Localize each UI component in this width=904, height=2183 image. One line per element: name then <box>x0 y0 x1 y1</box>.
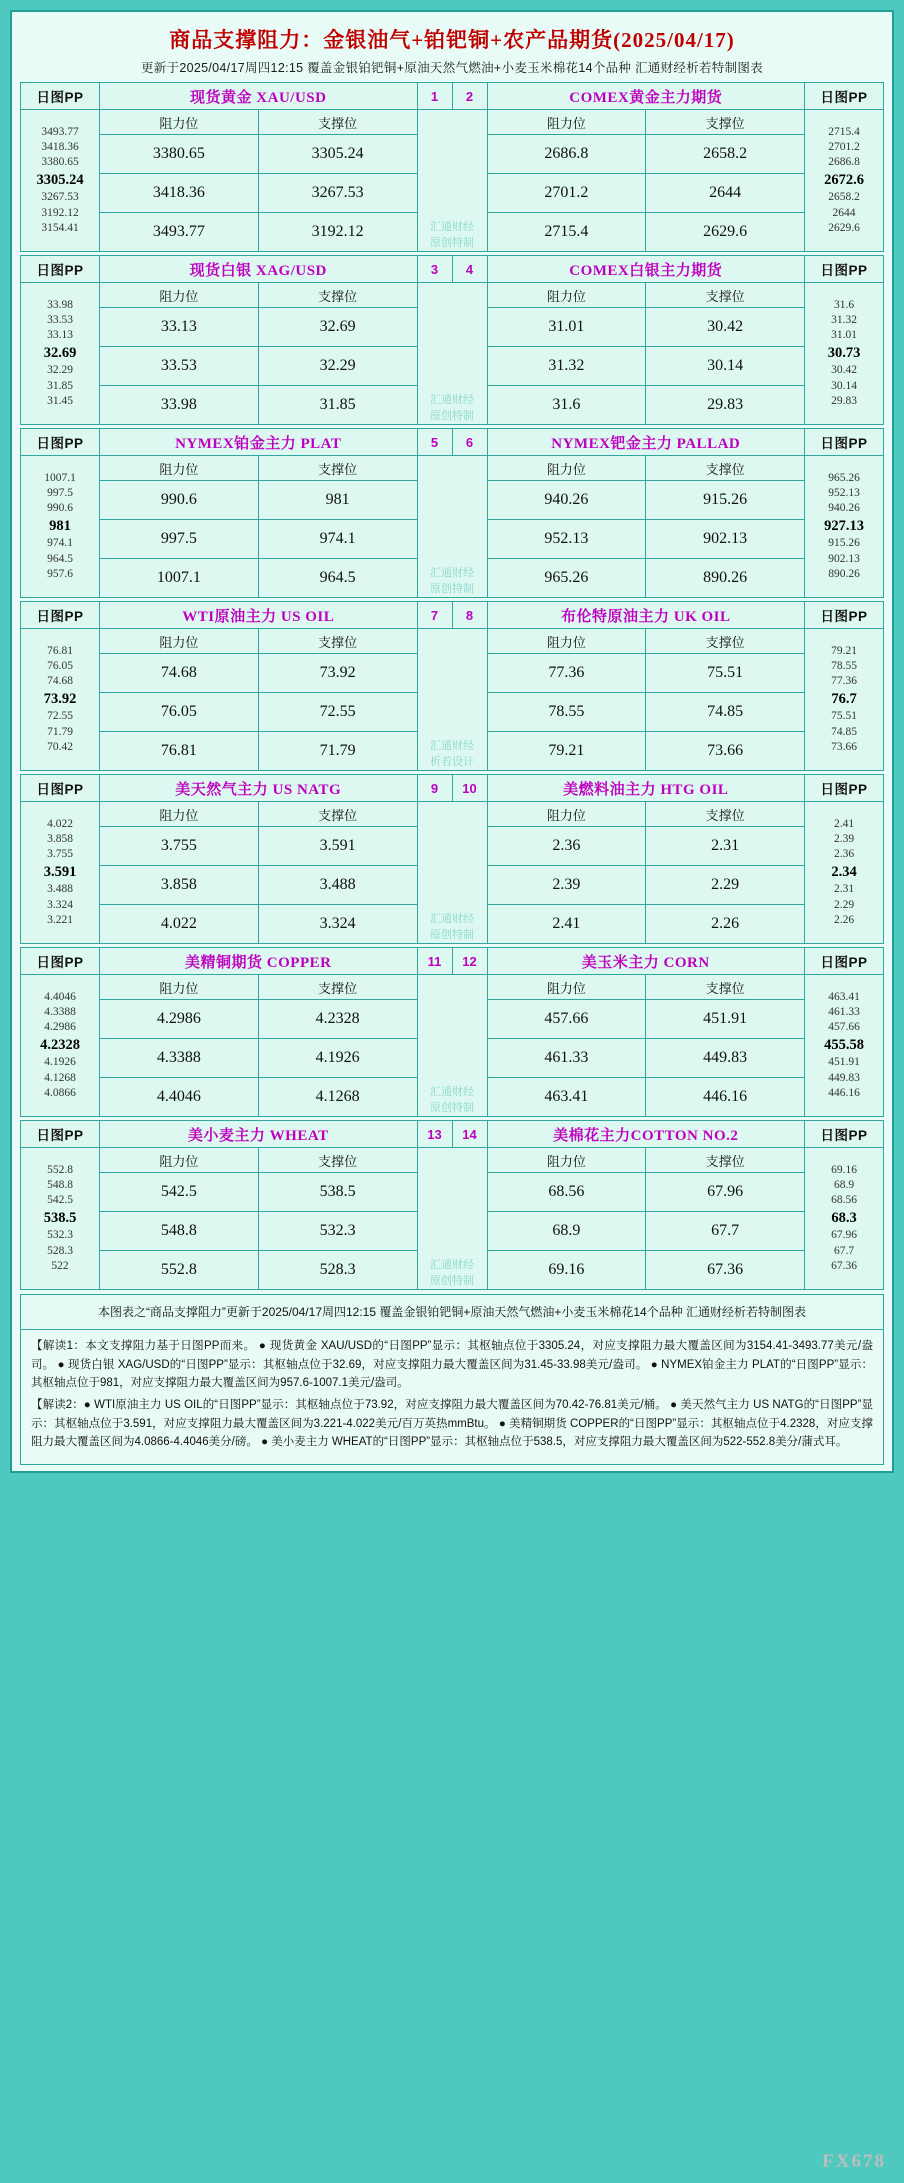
pp-ladder-value: 915.26 <box>828 537 860 550</box>
pp-ladder-value: 461.33 <box>828 1005 860 1018</box>
resistance-header-right: 阻力位 <box>487 1148 646 1173</box>
support-value-left: 3305.24 <box>258 135 417 174</box>
pp-ladder-value: 997.5 <box>47 486 73 499</box>
pp-ladder <box>21 110 100 252</box>
index-number-left: 13 <box>417 1121 452 1148</box>
instrument-name-right: COMEX黄金主力期货 <box>487 83 805 110</box>
support-value-left: 3.591 <box>258 827 417 866</box>
watermark-cell <box>417 283 487 425</box>
support-value-right: 30.42 <box>646 308 805 347</box>
resistance-value-right: 79.21 <box>487 732 646 771</box>
pp-ladder-value: 68.9 <box>833 1178 855 1191</box>
index-number-left: 7 <box>417 602 452 629</box>
pp-ladder-value: 3.858 <box>47 832 73 845</box>
resistance-value-right: 31.32 <box>487 347 646 386</box>
resistance-value-left: 4.3388 <box>100 1039 259 1078</box>
resistance-value-left: 33.13 <box>100 308 259 347</box>
resistance-value-right: 68.56 <box>487 1173 646 1212</box>
pp-ladder-value: 552.8 <box>47 1163 73 1176</box>
brand-watermark: FX678 <box>822 2151 886 2172</box>
pp-ladder-value: 3.488 <box>47 883 73 896</box>
instrument-block <box>20 255 884 425</box>
support-value-right: 2658.2 <box>646 135 805 174</box>
pp-ladder <box>805 975 884 1117</box>
index-number-right: 2 <box>452 83 487 110</box>
chart-sheet <box>10 10 894 1473</box>
pp-ladder-value: 4.1268 <box>44 1071 76 1084</box>
index-number-left: 5 <box>417 429 452 456</box>
support-value-right: 67.36 <box>646 1251 805 1290</box>
pp-ladder-value: 30.42 <box>831 364 857 377</box>
support-value-right: 67.7 <box>646 1212 805 1251</box>
pp-ladder-value: 2715.4 <box>828 125 860 138</box>
support-value-left: 4.1268 <box>258 1078 417 1117</box>
pp-header-left: 日图PP <box>21 256 100 283</box>
resistance-header-right: 阻力位 <box>487 802 646 827</box>
pp-ladder-value: 2.34 <box>831 863 857 880</box>
resistance-value-left: 4.022 <box>100 905 259 944</box>
resistance-value-right: 2.39 <box>487 866 646 905</box>
pp-header-left: 日图PP <box>21 948 100 975</box>
pp-ladder-value: 3418.36 <box>41 140 79 153</box>
pp-ladder-value: 30.14 <box>831 379 857 392</box>
support-header-left: 支撑位 <box>258 456 417 481</box>
pp-ladder-value: 67.36 <box>831 1260 857 1273</box>
pp-ladder-value: 3192.12 <box>41 206 79 219</box>
pp-ladder-value: 990.6 <box>47 502 73 515</box>
watermark-text: 汇通财经 原创特制 <box>430 913 474 941</box>
watermark-cell <box>417 802 487 944</box>
support-header-left: 支撑位 <box>258 283 417 308</box>
resistance-value-left: 76.81 <box>100 732 259 771</box>
resistance-header-left: 阻力位 <box>100 283 259 308</box>
pp-header-left: 日图PP <box>21 602 100 629</box>
resistance-header-left: 阻力位 <box>100 975 259 1000</box>
pp-ladder-value: 4.022 <box>47 817 73 830</box>
pp-ladder-value: 76.7 <box>831 690 857 707</box>
pp-ladder-value: 3380.65 <box>41 156 79 169</box>
resistance-value-left: 33.53 <box>100 347 259 386</box>
pp-ladder-value: 75.51 <box>831 710 857 723</box>
support-header-right: 支撑位 <box>646 110 805 135</box>
pp-ladder <box>805 629 884 771</box>
support-value-left: 3267.53 <box>258 174 417 213</box>
pp-ladder-value: 4.2986 <box>44 1021 76 1034</box>
pp-header-right: 日图PP <box>805 429 884 456</box>
pp-ladder <box>21 456 100 598</box>
pp-ladder-value: 3493.77 <box>41 125 79 138</box>
support-value-right: 2644 <box>646 174 805 213</box>
support-header-left: 支撑位 <box>258 629 417 654</box>
instrument-name-left: 美精铜期货 COPPER <box>100 948 418 975</box>
pp-ladder-value: 974.1 <box>47 537 73 550</box>
pp-ladder-value: 73.92 <box>43 690 77 707</box>
instrument-block <box>20 774 884 944</box>
resistance-value-right: 2686.8 <box>487 135 646 174</box>
support-value-right: 2629.6 <box>646 213 805 252</box>
pp-ladder-value: 32.29 <box>47 364 73 377</box>
pp-ladder-value: 964.5 <box>47 552 73 565</box>
pp-ladder-value: 31.45 <box>47 395 73 408</box>
instrument-block <box>20 601 884 771</box>
pp-ladder-value: 30.73 <box>827 344 861 361</box>
resistance-value-left: 76.05 <box>100 693 259 732</box>
index-number-right: 6 <box>452 429 487 456</box>
pp-ladder-value: 957.6 <box>47 568 73 581</box>
watermark-text: 汇通财经 原创特制 <box>430 1086 474 1114</box>
resistance-value-left: 1007.1 <box>100 559 259 598</box>
pp-ladder-value: 965.26 <box>828 471 860 484</box>
support-value-right: 73.66 <box>646 732 805 771</box>
resistance-header-left: 阻力位 <box>100 456 259 481</box>
pp-ladder-value: 927.13 <box>824 517 864 534</box>
instrument-name-left: NYMEX铂金主力 PLAT <box>100 429 418 456</box>
watermark-text: 汇通财经 原创特制 <box>430 394 474 422</box>
index-number-left: 1 <box>417 83 452 110</box>
pp-ladder-value: 463.41 <box>828 990 860 1003</box>
pp-ladder <box>21 975 100 1117</box>
pp-ladder-value: 72.55 <box>47 710 73 723</box>
resistance-value-left: 3.755 <box>100 827 259 866</box>
pp-ladder-value: 29.83 <box>831 395 857 408</box>
resistance-value-right: 2.41 <box>487 905 646 944</box>
pp-ladder-value: 940.26 <box>828 502 860 515</box>
instrument-name-right: COMEX白银主力期货 <box>487 256 805 283</box>
watermark-cell <box>417 456 487 598</box>
pp-ladder-value: 4.3388 <box>44 1005 76 1018</box>
support-header-left: 支撑位 <box>258 1148 417 1173</box>
support-value-right: 2.26 <box>646 905 805 944</box>
resistance-value-right: 457.66 <box>487 1000 646 1039</box>
support-value-right: 446.16 <box>646 1078 805 1117</box>
pp-ladder-value: 68.56 <box>831 1194 857 1207</box>
pp-header-left: 日图PP <box>21 1121 100 1148</box>
resistance-value-left: 990.6 <box>100 481 259 520</box>
pp-ladder <box>805 802 884 944</box>
resistance-value-right: 68.9 <box>487 1212 646 1251</box>
support-header-right: 支撑位 <box>646 975 805 1000</box>
instrument-name-left: 美小麦主力 WHEAT <box>100 1121 418 1148</box>
resistance-value-right: 940.26 <box>487 481 646 520</box>
watermark-cell <box>417 629 487 771</box>
instrument-block <box>20 1120 884 1290</box>
pp-header-right: 日图PP <box>805 948 884 975</box>
pp-ladder-value: 2.39 <box>833 832 855 845</box>
pp-ladder-value: 446.16 <box>828 1087 860 1100</box>
resistance-value-right: 31.6 <box>487 386 646 425</box>
resistance-value-left: 997.5 <box>100 520 259 559</box>
pp-ladder-value: 33.53 <box>47 313 73 326</box>
pp-ladder-value: 77.36 <box>831 675 857 688</box>
pp-ladder <box>21 802 100 944</box>
index-number-left: 3 <box>417 256 452 283</box>
support-value-right: 890.26 <box>646 559 805 598</box>
pp-ladder-value: 32.69 <box>43 344 77 361</box>
pp-ladder-value: 74.85 <box>831 725 857 738</box>
pp-ladder-value: 455.58 <box>824 1036 864 1053</box>
pp-ladder <box>21 1148 100 1290</box>
pp-ladder-value: 73.66 <box>831 741 857 754</box>
pp-ladder-value: 2658.2 <box>828 191 860 204</box>
pp-ladder-value: 3.755 <box>47 848 73 861</box>
support-value-right: 2.31 <box>646 827 805 866</box>
pp-ladder-value: 952.13 <box>828 486 860 499</box>
support-value-left: 72.55 <box>258 693 417 732</box>
pp-ladder-value: 31.32 <box>831 313 857 326</box>
support-value-left: 974.1 <box>258 520 417 559</box>
pp-ladder <box>21 629 100 771</box>
pp-ladder-value: 2.41 <box>833 817 855 830</box>
pp-ladder <box>805 1148 884 1290</box>
pp-header-right: 日图PP <box>805 83 884 110</box>
watermark-cell <box>417 110 487 252</box>
interpretation-2: 【解读2：● WTI原油主力 US OIL的“日图PP”显示：其枢轴点位于73.92，对应支撑阻力最大覆盖区间为70.42-76.81美元/桶。 ● 美天然气主力 US NATG的“日图PP”显示：其枢轴点位于3.591，对应支撑阻力最大覆盖区间为3.221-4.022美元/百万英热mmBtu。 ● 美精铜期货 COPPER的“日图PP”显示：其枢轴点位于4.2328，对应支撑阻力最大覆盖区间为4.0866-4.4046美分/磅。 ● 美小麦主力 WHEAT的“日图PP”显示：其枢轴点位于538.5，对应支撑阻力最大覆盖区间为522-552.8美分/蒲式耳。 <box>31 1398 873 1449</box>
pp-ladder-value: 79.21 <box>831 644 857 657</box>
support-header-left: 支撑位 <box>258 975 417 1000</box>
interpretation-section <box>20 1330 884 1465</box>
support-value-left: 3.488 <box>258 866 417 905</box>
resistance-value-left: 4.2986 <box>100 1000 259 1039</box>
pp-ladder-value: 4.2328 <box>40 1036 80 1053</box>
pp-header-right: 日图PP <box>805 602 884 629</box>
pp-ladder-value: 3305.24 <box>36 171 84 188</box>
support-value-right: 74.85 <box>646 693 805 732</box>
pp-header-left: 日图PP <box>21 429 100 456</box>
support-value-right: 2.29 <box>646 866 805 905</box>
pp-ladder-value: 31.85 <box>47 379 73 392</box>
pp-ladder-value: 2.26 <box>833 914 855 927</box>
support-header-left: 支撑位 <box>258 802 417 827</box>
resistance-value-right: 965.26 <box>487 559 646 598</box>
pp-ladder-value: 3.221 <box>47 914 73 927</box>
support-header-right: 支撑位 <box>646 283 805 308</box>
pp-ladder-value: 3.591 <box>43 863 77 880</box>
resistance-value-right: 463.41 <box>487 1078 646 1117</box>
support-header-right: 支撑位 <box>646 456 805 481</box>
support-value-left: 538.5 <box>258 1173 417 1212</box>
instrument-name-right: 美燃料油主力 HTG OIL <box>487 775 805 802</box>
resistance-header-right: 阻力位 <box>487 283 646 308</box>
resistance-value-right: 2.36 <box>487 827 646 866</box>
support-header-right: 支撑位 <box>646 802 805 827</box>
interpretation-1: 【解读1：本文支撑阻力基于日图PP而来。 ● 现货黄金 XAU/USD的“日图PP”显示：其枢轴点位于3305.24，对应支撑阻力最大覆盖区间为3154.41-3493.77美元/盎司。 ● 现货白银 XAG/USD的“日图PP”显示：其枢轴点位于32.69，对应支撑阻力最大覆盖区间为31.45-33.98美元/盎司。 ● NYMEX铂金主力 PLAT的“日图PP”显示：其枢轴点位于981，对应支撑阻力最大覆盖区间为957.6-1007.1美元/盎司。 <box>31 1340 873 1390</box>
index-number-right: 4 <box>452 256 487 283</box>
blocks-container <box>20 82 884 1290</box>
pp-header-right: 日图PP <box>805 256 884 283</box>
index-number-right: 10 <box>452 775 487 802</box>
resistance-value-left: 3380.65 <box>100 135 259 174</box>
pp-ladder-value: 522 <box>51 1260 69 1273</box>
pp-ladder-value: 981 <box>49 517 71 534</box>
pp-ladder-value: 67.7 <box>833 1244 855 1257</box>
pp-ladder-value: 2686.8 <box>828 156 860 169</box>
support-value-left: 532.3 <box>258 1212 417 1251</box>
resistance-header-left: 阻力位 <box>100 629 259 654</box>
support-value-right: 915.26 <box>646 481 805 520</box>
pp-ladder-value: 31.6 <box>833 298 855 311</box>
watermark-text: 汇通财经 原创特制 <box>430 1259 474 1287</box>
support-header-left: 支撑位 <box>258 110 417 135</box>
resistance-value-left: 548.8 <box>100 1212 259 1251</box>
resistance-header-right: 阻力位 <box>487 110 646 135</box>
resistance-value-right: 2715.4 <box>487 213 646 252</box>
support-header-right: 支撑位 <box>646 1148 805 1173</box>
pp-ladder-value: 2644 <box>832 206 856 219</box>
pp-ladder-value: 457.66 <box>828 1021 860 1034</box>
resistance-value-right: 952.13 <box>487 520 646 559</box>
resistance-header-left: 阻力位 <box>100 1148 259 1173</box>
support-value-left: 528.3 <box>258 1251 417 1290</box>
instrument-name-left: WTI原油主力 US OIL <box>100 602 418 629</box>
pp-ladder-value: 890.26 <box>828 568 860 581</box>
support-value-left: 71.79 <box>258 732 417 771</box>
pp-ladder-value: 78.55 <box>831 659 857 672</box>
support-value-left: 3192.12 <box>258 213 417 252</box>
support-value-right: 29.83 <box>646 386 805 425</box>
resistance-value-left: 552.8 <box>100 1251 259 1290</box>
resistance-value-right: 78.55 <box>487 693 646 732</box>
index-number-right: 8 <box>452 602 487 629</box>
pp-ladder-value: 74.68 <box>47 675 73 688</box>
resistance-value-right: 461.33 <box>487 1039 646 1078</box>
pp-ladder-value: 538.5 <box>43 1209 77 1226</box>
support-value-right: 30.14 <box>646 347 805 386</box>
pp-ladder-value: 2.29 <box>833 898 855 911</box>
resistance-value-left: 542.5 <box>100 1173 259 1212</box>
page-title: 商品支撑阻力：金银油气+铂钯铜+农产品期货(2025/04/17) <box>169 28 735 52</box>
pp-ladder-value: 3154.41 <box>41 222 79 235</box>
resistance-value-left: 74.68 <box>100 654 259 693</box>
resistance-value-right: 69.16 <box>487 1251 646 1290</box>
instrument-name-left: 美天然气主力 US NATG <box>100 775 418 802</box>
resistance-header-left: 阻力位 <box>100 802 259 827</box>
pp-header-right: 日图PP <box>805 775 884 802</box>
footer-note: 本图表之“商品支撑阻力”更新于2025/04/17周四12:15 覆盖金银铂钯铜+原油天然气燃油+小麦玉米棉花14个品种 汇通财经析若特制图表 <box>20 1294 884 1330</box>
support-value-left: 4.2328 <box>258 1000 417 1039</box>
resistance-value-right: 31.01 <box>487 308 646 347</box>
instrument-name-left: 现货白银 XAG/USD <box>100 256 418 283</box>
pp-ladder-value: 4.1926 <box>44 1056 76 1069</box>
resistance-value-right: 2701.2 <box>487 174 646 213</box>
watermark-text: 汇通财经 原创特制 <box>430 567 474 595</box>
resistance-header-left: 阻力位 <box>100 110 259 135</box>
instrument-name-left: 现货黄金 XAU/USD <box>100 83 418 110</box>
support-value-right: 67.96 <box>646 1173 805 1212</box>
pp-ladder-value: 532.3 <box>47 1229 73 1242</box>
resistance-header-right: 阻力位 <box>487 975 646 1000</box>
support-value-right: 902.13 <box>646 520 805 559</box>
resistance-value-left: 4.4046 <box>100 1078 259 1117</box>
pp-ladder-value: 33.13 <box>47 329 73 342</box>
resistance-header-right: 阻力位 <box>487 456 646 481</box>
resistance-value-left: 33.98 <box>100 386 259 425</box>
pp-ladder-value: 76.05 <box>47 659 73 672</box>
pp-ladder-value: 70.42 <box>47 741 73 754</box>
pp-ladder-value: 67.96 <box>831 1229 857 1242</box>
pp-ladder <box>21 283 100 425</box>
instrument-name-right: 美棉花主力COTTON NO.2 <box>487 1121 805 1148</box>
support-value-right: 449.83 <box>646 1039 805 1078</box>
pp-ladder-value: 2.36 <box>833 848 855 861</box>
pp-header-left: 日图PP <box>21 775 100 802</box>
support-value-right: 451.91 <box>646 1000 805 1039</box>
pp-ladder-value: 33.98 <box>47 298 73 311</box>
pp-ladder-value: 449.83 <box>828 1071 860 1084</box>
instrument-block <box>20 82 884 252</box>
pp-ladder-value: 69.16 <box>831 1163 857 1176</box>
support-value-right: 75.51 <box>646 654 805 693</box>
pp-ladder-value: 2672.6 <box>824 171 864 188</box>
resistance-value-left: 3418.36 <box>100 174 259 213</box>
support-value-left: 73.92 <box>258 654 417 693</box>
instrument-name-right: 布伦特原油主力 UK OIL <box>487 602 805 629</box>
pp-ladder-value: 548.8 <box>47 1178 73 1191</box>
pp-ladder <box>805 456 884 598</box>
pp-ladder-value: 1007.1 <box>44 471 76 484</box>
pp-ladder-value: 2701.2 <box>828 140 860 153</box>
pp-header-right: 日图PP <box>805 1121 884 1148</box>
resistance-value-left: 3.858 <box>100 866 259 905</box>
pp-header-left: 日图PP <box>21 83 100 110</box>
index-number-left: 9 <box>417 775 452 802</box>
index-number-left: 11 <box>417 948 452 975</box>
pp-ladder-value: 902.13 <box>828 552 860 565</box>
instrument-block <box>20 947 884 1117</box>
resistance-value-left: 3493.77 <box>100 213 259 252</box>
pp-ladder-value: 451.91 <box>828 1056 860 1069</box>
support-value-left: 3.324 <box>258 905 417 944</box>
pp-ladder-value: 3267.53 <box>41 191 79 204</box>
pp-ladder-value: 76.81 <box>47 644 73 657</box>
pp-ladder-value: 31.01 <box>831 329 857 342</box>
instrument-block <box>20 428 884 598</box>
pp-ladder <box>805 110 884 252</box>
support-value-left: 964.5 <box>258 559 417 598</box>
pp-ladder-value: 71.79 <box>47 725 73 738</box>
support-value-left: 32.69 <box>258 308 417 347</box>
page-subtitle: 更新于2025/04/17周四12:15 覆盖金银铂钯铜+原油天然气燃油+小麦玉米棉花14个品种 汇通财经析若特制图表 <box>141 61 763 75</box>
pp-ladder-value: 68.3 <box>831 1209 857 1226</box>
support-value-left: 981 <box>258 481 417 520</box>
instrument-name-right: NYMEX钯金主力 PALLAD <box>487 429 805 456</box>
pp-ladder-value: 3.324 <box>47 898 73 911</box>
watermark-cell <box>417 1148 487 1290</box>
pp-ladder <box>805 283 884 425</box>
pp-ladder-value: 2629.6 <box>828 222 860 235</box>
index-number-right: 14 <box>452 1121 487 1148</box>
pp-ladder-value: 542.5 <box>47 1194 73 1207</box>
pp-ladder-value: 4.4046 <box>44 990 76 1003</box>
watermark-cell <box>417 975 487 1117</box>
support-value-left: 32.29 <box>258 347 417 386</box>
support-value-left: 31.85 <box>258 386 417 425</box>
pp-ladder-value: 4.0866 <box>44 1087 76 1100</box>
index-number-right: 12 <box>452 948 487 975</box>
resistance-header-right: 阻力位 <box>487 629 646 654</box>
support-value-left: 4.1926 <box>258 1039 417 1078</box>
resistance-value-right: 77.36 <box>487 654 646 693</box>
pp-ladder-value: 2.31 <box>833 883 855 896</box>
watermark-text: 汇通财经 原创特制 <box>430 221 474 249</box>
pp-ladder-value: 528.3 <box>47 1244 73 1257</box>
support-header-right: 支撑位 <box>646 629 805 654</box>
watermark-text: 汇通财经 析若设计 <box>430 740 474 768</box>
instrument-name-right: 美玉米主力 CORN <box>487 948 805 975</box>
